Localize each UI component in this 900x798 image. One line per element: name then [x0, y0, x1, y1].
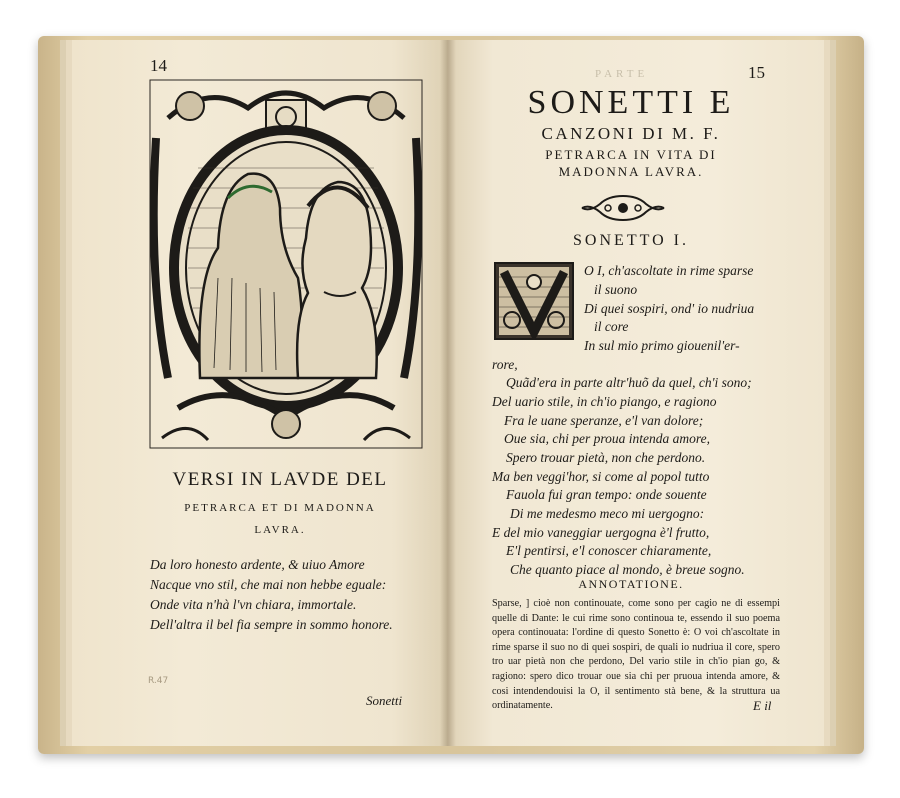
book-gutter — [440, 40, 456, 746]
sonnet-line: E'l pentirsi, e'l conoscer chiaramente, — [506, 543, 712, 558]
title-line-2: CANZONI DI M. F. — [541, 124, 721, 143]
sonnet-line: Fra le uane speranze, e'l van dolore; — [504, 413, 704, 428]
putto-left — [176, 92, 204, 120]
poem-line: Da loro honesto ardente, & uiuo Amore — [150, 557, 365, 572]
sonnet-line: Quãd'era in parte altr'huõ da quel, ch'i sono; — [506, 375, 752, 390]
sonnet-line: Fauola fui gran tempo: onde souente — [506, 487, 707, 502]
verse-subtitle-line-1: PETRARCA ET DI MADONNA — [184, 502, 376, 514]
sonnet-line: Di quei sospiri, ond' io nudriua — [584, 301, 755, 316]
sonnet-heading: SONETTO I. — [573, 232, 689, 249]
title-line-4: MADONNA LAVRA. — [558, 164, 704, 179]
annotation-text: Sparse, ] cioè non continouate, come sono per cagio ne di essempi quelle di Dante: le cui rime sono continoua te, essendo il suo poema opera continouata: l'ordine di questo Sonetto è: O voi ch'ascoltate in rime sparse il suo no di quei sospiri, de quali io nudriua il core, spero tro uar pietà non che perdono, Del vario stile in ch'io pian go, & ragiono: spero dico trouar oue sia chi per pruoua intenda amore, & cosi intendendouisi la O, il sentimento stà bene, & la struttura ua ordinatamente. — [492, 598, 780, 712]
poem-line: Nacque vno stil, che mai non hebbe eguale: — [150, 577, 387, 592]
sonnet-line: Che quanto piace al mondo, è breue sogno. — [510, 562, 745, 577]
fleuron-ornament — [578, 190, 668, 226]
main-title: SONETTI E — [527, 84, 735, 121]
annotation-heading: ANNOTATIONE. — [578, 577, 684, 591]
sonnet-line: Ma ben veggi'hor, si come al popol tutto — [492, 469, 710, 484]
putto-right — [368, 92, 396, 120]
sonnet-line: O I, ch'ascoltate in rime sparse — [584, 263, 754, 278]
sonnet-line: In sul mio primo giouenil'er- — [584, 338, 740, 353]
sonnet-line: il core — [594, 319, 629, 334]
sonnet-line: il suono — [594, 282, 638, 297]
right-page-number: 15 — [748, 63, 765, 82]
sonnet-line: E del mio vaneggiar uergogna è'l frutto, — [492, 525, 710, 540]
sonnet-line: Del uario stile, in ch'io piango, e ragiono — [492, 394, 717, 409]
dedicatory-poem — [150, 555, 430, 635]
decorated-initial-v — [494, 262, 574, 340]
verse-subtitle-line-2: LAVRA. — [254, 524, 306, 536]
portrait-woodcut — [148, 78, 424, 450]
sonnet-line: Oue sia, chi per proua intenda amore, — [504, 431, 710, 446]
sonnet-line: rore, — [492, 357, 518, 372]
right-catchword: E il — [753, 698, 772, 713]
poem-line: Dell'altra il bel fia sempre in sommo honore. — [150, 617, 393, 632]
left-page-number: 14 — [150, 56, 167, 75]
grotesque-mask — [272, 410, 300, 438]
left-catchword: Sonetti — [366, 693, 403, 708]
sonnet-line: Spero trouar pietà, non che perdono. — [506, 450, 706, 465]
ghost-header: PARTE — [595, 68, 649, 80]
verse-title: VERSI IN LAVDE DEL — [172, 469, 388, 490]
poem-line: Onde vita n'hà l'vn chiara, immortale. — [150, 597, 357, 612]
sonnet-line: Di me medesmo meco mi uergogno: — [510, 506, 705, 521]
title-line-3: PETRARCA IN VITA DI — [545, 147, 717, 162]
verse-subtitle — [150, 497, 410, 541]
shelfmark: R.47 — [148, 676, 169, 686]
